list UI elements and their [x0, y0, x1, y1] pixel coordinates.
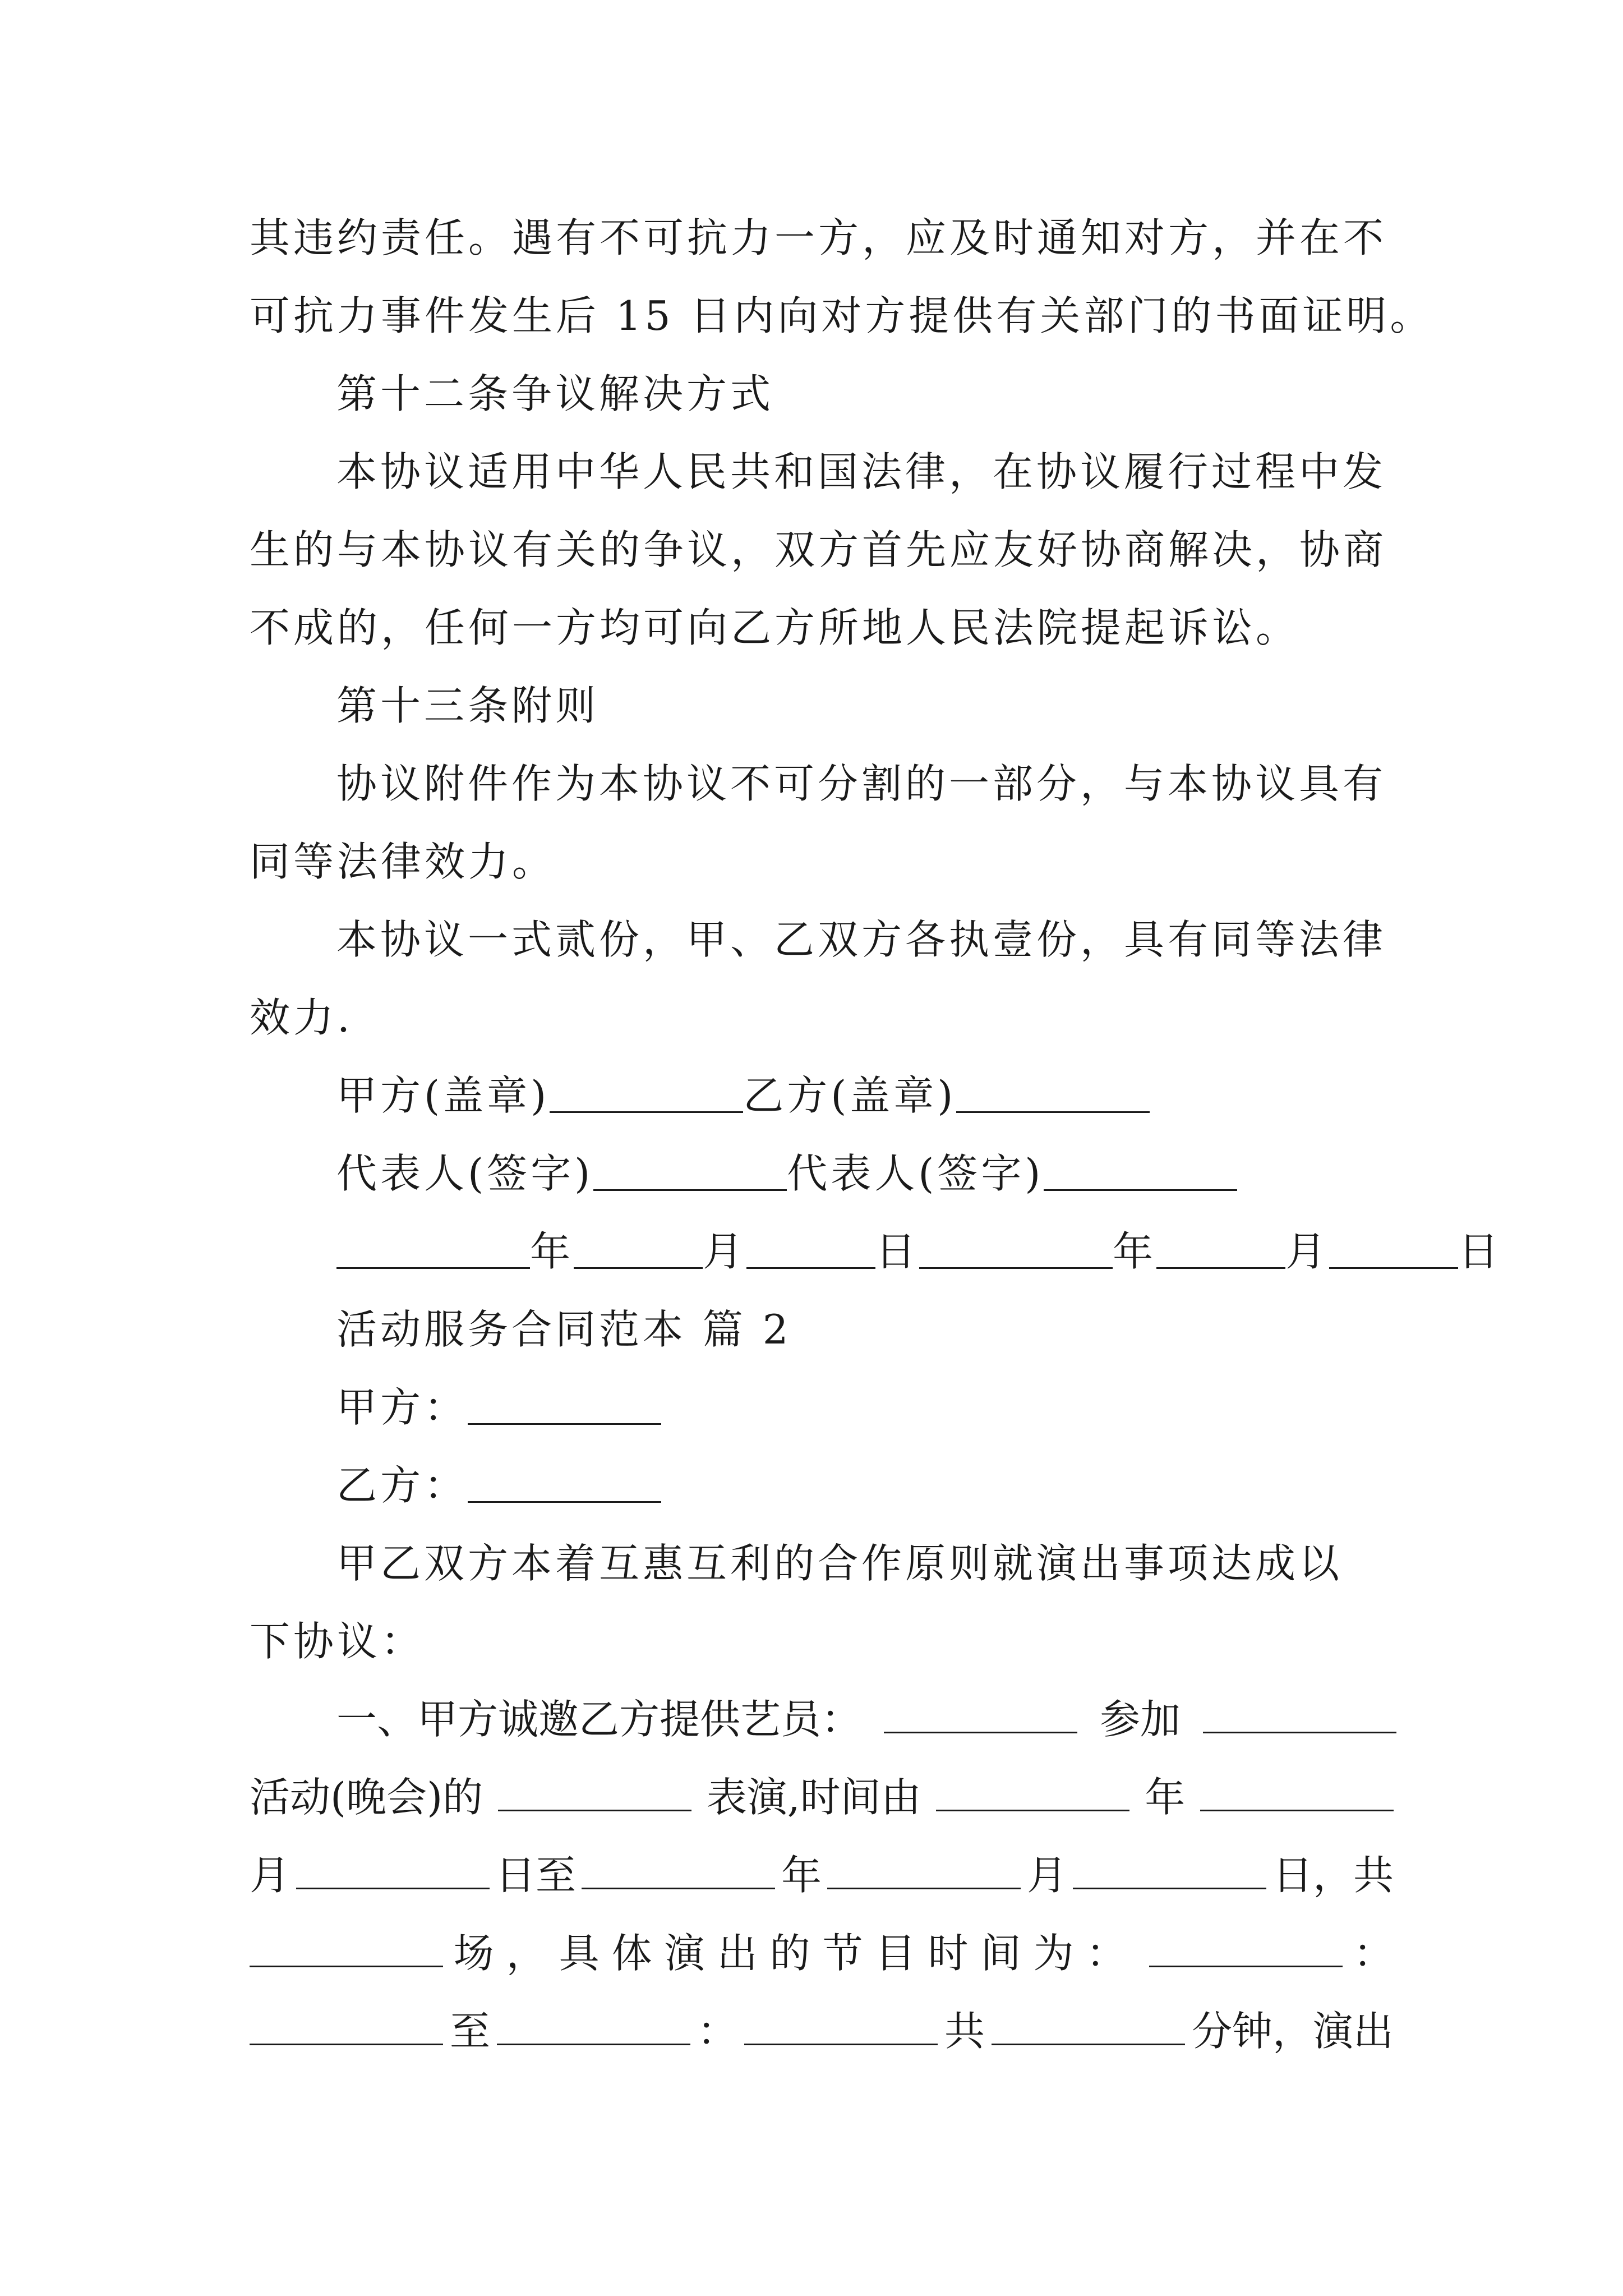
paragraph-line: 同等法律效力。: [250, 838, 556, 885]
clause-line: [336, 1696, 1396, 1743]
start-minute-blank[interactable]: [250, 2012, 443, 2045]
paragraph-line: 本协议适用中华人民共和国法律，在协议履行过程中发: [336, 448, 1387, 495]
end-day-blank[interactable]: [1073, 1856, 1266, 1889]
clause-text: 参加: [1099, 1696, 1181, 1743]
day-label: 日: [1458, 1228, 1502, 1275]
day-b-blank[interactable]: [1329, 1236, 1458, 1269]
section-heading: 第十二条争议解决方式: [336, 370, 774, 417]
clause-line: [250, 2008, 1394, 2055]
year-a-blank[interactable]: [336, 1236, 530, 1269]
month-b-blank[interactable]: [1156, 1236, 1285, 1269]
party-b-line: [336, 1462, 1396, 1509]
day-label: 日: [875, 1228, 920, 1275]
section-title: 活动服务合同范本 篇 2: [336, 1306, 792, 1353]
paragraph-line: 本协议一式贰份，甲、乙双方各执壹份，具有同等法律: [336, 916, 1387, 963]
date-line: [336, 1228, 1502, 1275]
clause-text: 日至: [495, 1852, 576, 1899]
party-a-label: 甲方：: [336, 1384, 468, 1431]
paragraph-line: 下协议：: [250, 1618, 425, 1665]
party-a-seal-blank[interactable]: [550, 1080, 743, 1113]
paragraph-line: 其违约责任。遇有不可抗力一方，应及时通知对方，并在不: [250, 214, 1387, 261]
end-year-blank[interactable]: [582, 1856, 775, 1889]
clause-text: 年: [781, 1852, 822, 1899]
party-b-blank[interactable]: [468, 1470, 661, 1503]
party-a-line: [336, 1384, 1396, 1431]
rep-a-sign-label: 代表人(签字): [336, 1150, 594, 1197]
year-label: 年: [1113, 1228, 1157, 1275]
paragraph-line: 生的与本协议有关的争议，双方首先应友好协商解决，协商: [250, 526, 1387, 573]
paragraph-line: 协议附件作为本协议不可分割的一部分，与本协议具有: [336, 760, 1387, 807]
year-b-blank[interactable]: [919, 1236, 1113, 1269]
party-b-seal-label: 乙方(盖章): [743, 1072, 957, 1119]
party-b-seal-blank[interactable]: [956, 1080, 1150, 1113]
party-b-label: 乙方：: [336, 1462, 468, 1509]
section-heading: 第十三条附则: [336, 682, 600, 729]
artist-blank[interactable]: [884, 1700, 1077, 1733]
rep-b-sign-blank[interactable]: [1044, 1158, 1237, 1191]
rep-b-sign-label: 代表人(签字): [787, 1150, 1044, 1197]
clause-text: 至: [449, 2008, 490, 2055]
clause-text: 月: [1026, 1852, 1067, 1899]
sessions-blank[interactable]: [250, 1934, 443, 1967]
end-minute-blank[interactable]: [744, 2012, 938, 2045]
clause-text: 活动(晚会)的: [250, 1774, 483, 1821]
clause-text: 场，具体演出的节目时间为：: [453, 1930, 1139, 1977]
month-label: 月: [1285, 1228, 1330, 1275]
start-day-blank[interactable]: [296, 1856, 490, 1889]
paragraph-line: 甲乙双方本着互惠互利的合作原则就演出事项达成以: [336, 1540, 1343, 1587]
duration-blank[interactable]: [992, 2012, 1185, 2045]
clause-text: 共: [944, 2008, 985, 2055]
clause-text: 年: [1145, 1774, 1186, 1821]
day-a-blank[interactable]: [746, 1236, 875, 1269]
end-hour-blank[interactable]: [497, 2012, 690, 2045]
start-year-blank[interactable]: [936, 1778, 1129, 1811]
clause-text: ：: [1353, 1930, 1394, 1977]
signature-line: [336, 1150, 1396, 1197]
clause-text: 日，共: [1272, 1852, 1394, 1899]
start-hour-blank[interactable]: [1149, 1934, 1343, 1967]
clause-text: ：: [697, 2008, 737, 2055]
paragraph-line: 不成的，任何一方均可向乙方所地人民法院提起诉讼。: [250, 604, 1300, 651]
clause-line: [250, 1852, 1394, 1899]
rep-a-sign-blank[interactable]: [593, 1158, 787, 1191]
month-label: 月: [703, 1228, 747, 1275]
seal-line: [336, 1072, 1396, 1119]
clause-line: [250, 1774, 1394, 1821]
clause-text: 一、甲方诚邀乙方提供艺员：: [336, 1696, 862, 1743]
start-month-blank[interactable]: [1200, 1778, 1394, 1811]
month-a-blank[interactable]: [574, 1236, 703, 1269]
paragraph-line: 效力.: [250, 994, 353, 1041]
clause-text: 表演,时间由: [706, 1774, 921, 1821]
year-label: 年: [530, 1228, 574, 1275]
clause-text: 月: [250, 1852, 291, 1899]
end-month-blank[interactable]: [827, 1856, 1021, 1889]
party-a-seal-label: 甲方(盖章): [336, 1072, 550, 1119]
clause-line: [250, 1930, 1394, 1977]
party-a-blank[interactable]: [468, 1392, 661, 1425]
performance-blank[interactable]: [498, 1778, 691, 1811]
event-blank[interactable]: [1203, 1700, 1396, 1733]
clause-text: 分钟，演出: [1191, 2008, 1394, 2055]
paragraph-line: 可抗力事件发生后 15 日内向对方提供有关部门的书面证明。: [250, 292, 1434, 339]
